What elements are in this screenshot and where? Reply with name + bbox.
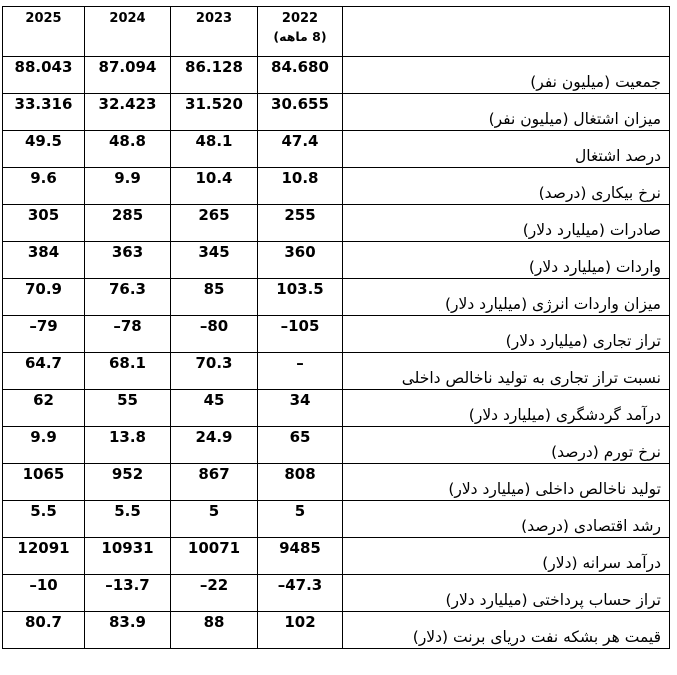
indicator-label: میزان واردات انرژی (میلیارد دلار) (343, 279, 670, 316)
indicator-label: نرخ تورم (درصد) (343, 427, 670, 464)
value-cell: 88 (171, 612, 258, 649)
value-cell: 70.3 (171, 353, 258, 390)
year-label: 2023 (195, 11, 233, 26)
value-cell: 62 (3, 390, 85, 427)
value-cell: 83.9 (85, 612, 171, 649)
indicator-label: قیمت هر بشکه نفت دریای برنت (دلار) (343, 612, 670, 649)
value-cell: – (258, 353, 343, 390)
value-cell: 305 (3, 205, 85, 242)
value-cell: 1065 (3, 464, 85, 501)
value-cell: 65 (258, 427, 343, 464)
table-row (3, 390, 670, 427)
value-cell: 345 (171, 242, 258, 279)
value-cell: 10071 (171, 538, 258, 575)
table-row (3, 242, 670, 279)
indicator-label: درصد اشتغال (343, 131, 670, 168)
economic-indicators-table (2, 6, 670, 649)
indicator-label: تراز حساب پرداختی (میلیارد دلار) (343, 575, 670, 612)
table-row (3, 427, 670, 464)
value-cell: 363 (85, 242, 171, 279)
value-cell: 5.5 (3, 501, 85, 538)
value-cell: 85 (171, 279, 258, 316)
value-cell: 64.7 (3, 353, 85, 390)
table-row (3, 538, 670, 575)
table-row (3, 501, 670, 538)
value-cell: 12091 (3, 538, 85, 575)
value-cell: 255 (258, 205, 343, 242)
value-cell: –10 (3, 575, 85, 612)
year-header-2025 (3, 7, 85, 57)
value-cell: 9485 (258, 538, 343, 575)
value-cell: 10931 (85, 538, 171, 575)
indicator-label: نرخ بیکاری (درصد) (343, 168, 670, 205)
value-cell: 86.128 (171, 57, 258, 94)
value-cell: 9.9 (85, 168, 171, 205)
indicator-header (343, 7, 670, 57)
table-row (3, 575, 670, 612)
indicator-label: درآمد سرانه (دلار) (343, 538, 670, 575)
value-cell: 867 (171, 464, 258, 501)
value-cell: –78 (85, 316, 171, 353)
value-cell: 33.316 (3, 94, 85, 131)
value-cell: 5 (171, 501, 258, 538)
indicator-label: صادرات (میلیارد دلار) (343, 205, 670, 242)
value-cell: 49.5 (3, 131, 85, 168)
year-label: 2024 (109, 11, 146, 26)
table-row (3, 316, 670, 353)
value-cell: 5 (258, 501, 343, 538)
value-cell: 13.8 (85, 427, 171, 464)
value-cell: 360 (258, 242, 343, 279)
indicator-label: واردات (میلیارد دلار) (343, 242, 670, 279)
value-cell: 10.8 (258, 168, 343, 205)
value-cell: 24.9 (171, 427, 258, 464)
table-row (3, 353, 670, 390)
value-cell: 55 (85, 390, 171, 427)
value-cell: 808 (258, 464, 343, 501)
value-cell: 10.4 (171, 168, 258, 205)
value-cell: 5.5 (85, 501, 171, 538)
value-cell: 32.423 (85, 94, 171, 131)
value-cell: 80.7 (3, 612, 85, 649)
value-cell: 48.8 (85, 131, 171, 168)
value-cell: –47.3 (258, 575, 343, 612)
table-row (3, 612, 670, 649)
value-cell: –13.7 (85, 575, 171, 612)
value-cell: 9.6 (3, 168, 85, 205)
year-note: (8 ماهه) (273, 29, 327, 44)
indicator-label: نسبت تراز تجاری به تولید ناخالص داخلی (343, 353, 670, 390)
value-cell: 265 (171, 205, 258, 242)
value-cell: 103.5 (258, 279, 343, 316)
value-cell: 384 (3, 242, 85, 279)
value-cell: 45 (171, 390, 258, 427)
value-cell: –22 (171, 575, 258, 612)
year-header-2024 (85, 7, 171, 57)
indicator-label: تراز تجاری (میلیارد دلار) (343, 316, 670, 353)
table-row (3, 94, 670, 131)
header-row (3, 7, 670, 57)
value-cell: 34 (258, 390, 343, 427)
table-row (3, 57, 670, 94)
indicator-label: تولید ناخالص داخلی (میلیارد دلار) (343, 464, 670, 501)
value-cell: 31.520 (171, 94, 258, 131)
value-cell: 952 (85, 464, 171, 501)
value-cell: 76.3 (85, 279, 171, 316)
table-row (3, 168, 670, 205)
value-cell: 102 (258, 612, 343, 649)
indicator-label: میزان اشتغال (میلیون نفر) (343, 94, 670, 131)
table-row (3, 205, 670, 242)
value-cell: 87.094 (85, 57, 171, 94)
table-row (3, 131, 670, 168)
value-cell: 30.655 (258, 94, 343, 131)
value-cell: 88.043 (3, 57, 85, 94)
indicator-label: درآمد گردشگری (میلیارد دلار) (343, 390, 670, 427)
indicator-label: رشد اقتصادی (درصد) (343, 501, 670, 538)
year-label: 2025 (25, 11, 62, 26)
table-row (3, 464, 670, 501)
year-label: 2022 (281, 11, 319, 26)
value-cell: 47.4 (258, 131, 343, 168)
value-cell: –79 (3, 316, 85, 353)
year-header-2022 (258, 7, 343, 57)
value-cell: –80 (171, 316, 258, 353)
value-cell: –105 (258, 316, 343, 353)
table-row (3, 279, 670, 316)
indicator-label: جمعیت (میلیون نفر) (343, 57, 670, 94)
year-header-2023 (171, 7, 258, 57)
value-cell: 68.1 (85, 353, 171, 390)
value-cell: 70.9 (3, 279, 85, 316)
value-cell: 9.9 (3, 427, 85, 464)
value-cell: 285 (85, 205, 171, 242)
value-cell: 84.680 (258, 57, 343, 94)
value-cell: 48.1 (171, 131, 258, 168)
